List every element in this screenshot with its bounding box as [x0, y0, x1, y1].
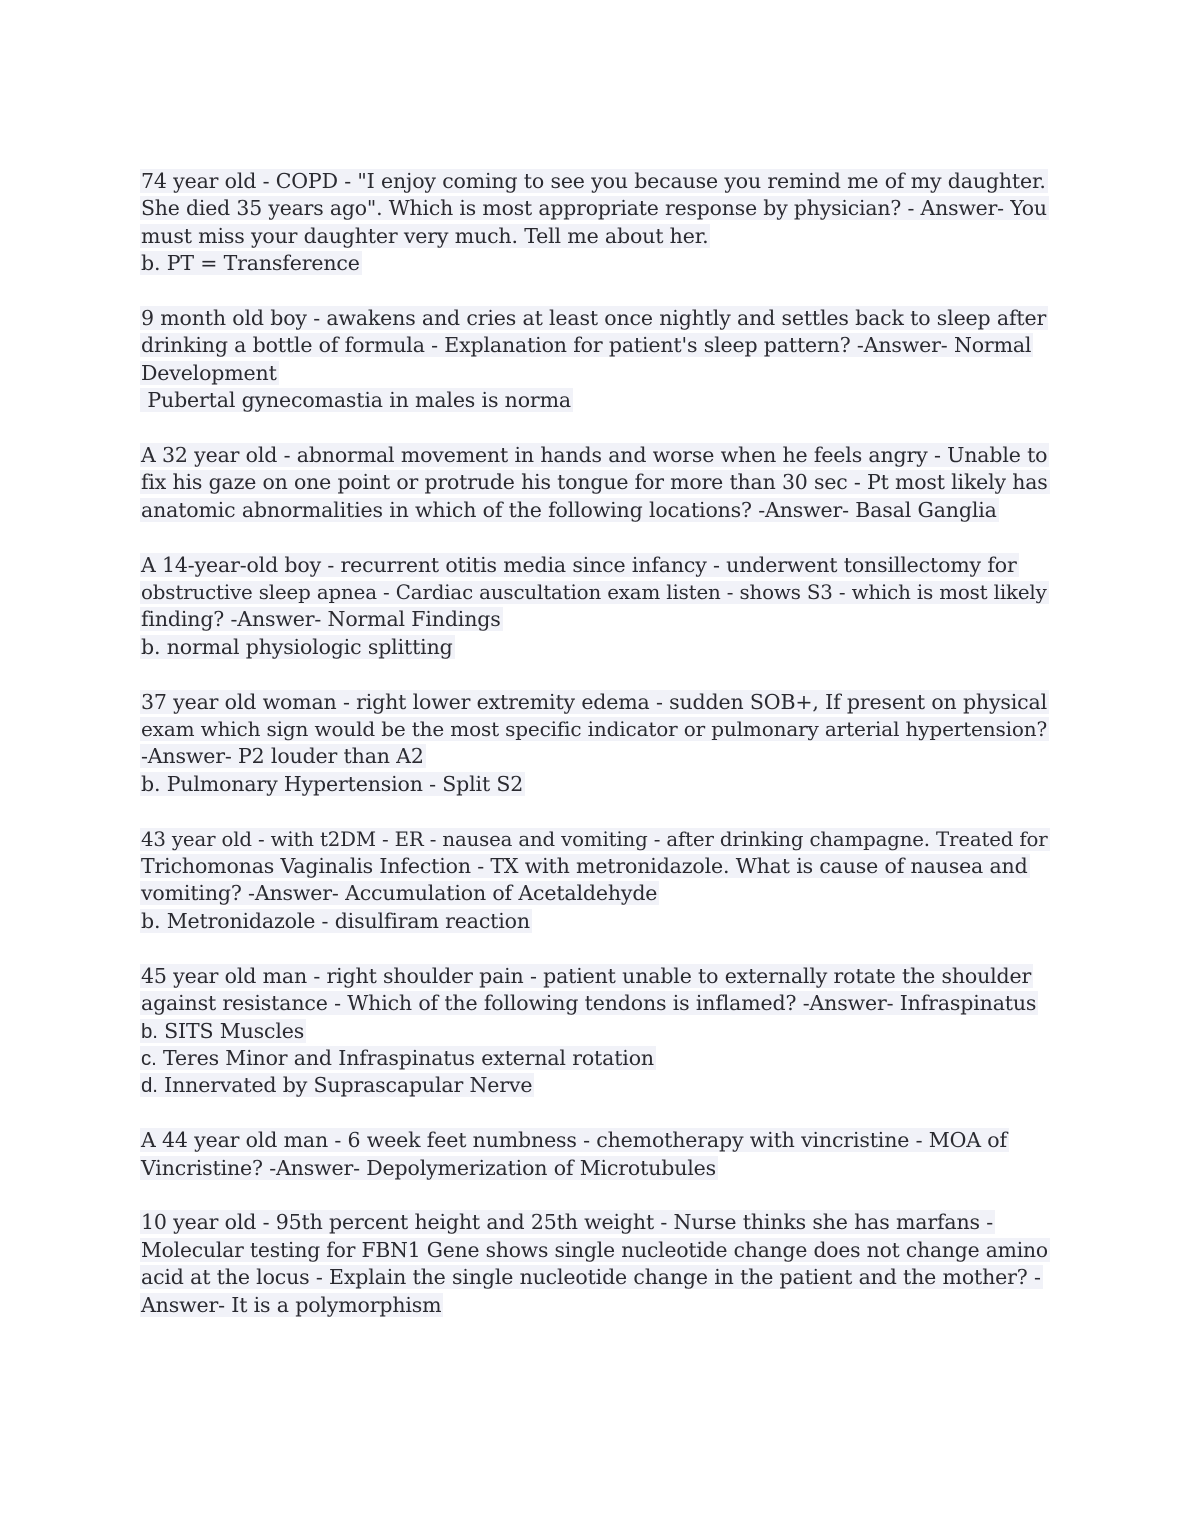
- text-line: [140, 1292, 1050, 1319]
- list-item: [140, 1072, 1050, 1099]
- text-line-content: acid at the locus - Explain the single nucleotide change in the patient and the mother? -: [141, 1265, 1041, 1290]
- text-line: [140, 223, 1050, 250]
- list-item-content: [140, 1019, 306, 1043]
- text-line: [140, 990, 1050, 1017]
- text-line: [140, 387, 1050, 414]
- text-line: [140, 963, 1050, 990]
- text-line-content: Trichomonas Vaginalis Infection - TX with metronidazole. What is cause of nausea and: [141, 854, 1028, 879]
- text-line: [140, 195, 1050, 222]
- text-line-content: obstructive sleep apnea - Cardiac auscultation exam listen - shows S3 - which is most likely: [141, 581, 1047, 605]
- list-marker: c.: [141, 1046, 157, 1070]
- text-line-content: b. Metronidazole - disulfiram reaction: [141, 908, 530, 933]
- text-line: [140, 497, 1050, 524]
- list-item-text: Teres Minor and Infraspinatus external rotation: [156, 1045, 654, 1070]
- text-line: [140, 332, 1050, 359]
- qa-block-infraspinatus: [140, 963, 1050, 1100]
- text-line: [140, 689, 1050, 716]
- text-line: [140, 880, 1050, 907]
- text-line-content: -Answer- P2 louder than A2: [141, 744, 424, 769]
- text-line: [140, 168, 1050, 195]
- text-line: [140, 1155, 1050, 1182]
- text-line: [140, 853, 1050, 880]
- text-line: [140, 1127, 1050, 1154]
- list-item: [140, 1018, 1050, 1045]
- text-line-content: drinking a bottle of formula - Explanation for patient's sleep pattern? -Answer- Normal: [141, 333, 1032, 358]
- text-line: [140, 1264, 1050, 1291]
- text-line-content: Vincristine? -Answer- Depolymerization of Microtubules: [141, 1155, 717, 1180]
- qa-block-cardiac-auscultation: [140, 552, 1050, 662]
- text-line: [140, 442, 1050, 469]
- text-line-content: 37 year old woman - right lower extremity edema - sudden SOB+, If present on physical: [141, 689, 1047, 714]
- qa-block-sleep-pattern: [140, 305, 1050, 415]
- text-line: [140, 908, 1050, 935]
- list-marker: b.: [141, 1019, 158, 1043]
- text-line-content: 43 year old - with t2DM - ER - nausea and vomiting - after drinking champagne. Treated for: [141, 827, 1048, 851]
- text-line-content: A 14-year-old boy - recurrent otitis media since infancy - underwent tonsillectomy for: [141, 552, 1017, 577]
- text-line: [140, 716, 1050, 743]
- qa-block-vincristine: [140, 1127, 1050, 1182]
- text-line-content: Answer- It is a polymorphism: [141, 1292, 442, 1317]
- text-line-content: exam which sign would be the most specific indicator or pulmonary arterial hypertension?: [141, 717, 1048, 742]
- text-line-content: b. PT = Transference: [141, 251, 360, 276]
- text-line: [140, 360, 1050, 387]
- list-item: [140, 1045, 1050, 1072]
- list-item-content: [140, 1073, 534, 1097]
- text-line-content: finding? -Answer- Normal Findings: [141, 607, 501, 632]
- text-line-content: 45 year old man - right shoulder pain - patient unable to externally rotate the shoulder: [141, 963, 1032, 988]
- qa-block-pulmonary-hypertension: [140, 689, 1050, 799]
- text-line: [140, 1237, 1050, 1264]
- qa-block-polymorphism: [140, 1209, 1050, 1319]
- text-line-content: fix his gaze on one point or protrude his tongue for more than 30 sec - Pt most likely has: [141, 470, 1048, 495]
- text-line-content: Molecular testing for FBN1 Gene shows single nucleotide change does not change amino: [141, 1237, 1048, 1262]
- text-line-content: A 44 year old man - 6 week feet numbness - chemotherapy with vincristine - MOA of: [141, 1128, 1007, 1153]
- qa-block-metronidazole: [140, 826, 1050, 936]
- text-line: [140, 826, 1050, 853]
- text-line: [140, 1209, 1050, 1236]
- text-line-content: 74 year old - COPD - "I enjoy coming to see you because you remind me of my daughter.: [141, 169, 1046, 193]
- text-line: [140, 552, 1050, 579]
- qa-block-copd-transference: [140, 168, 1050, 278]
- document-page: [140, 168, 1050, 1346]
- list-item-text: SITS Muscles: [157, 1018, 305, 1043]
- list-item-content: [140, 1046, 656, 1070]
- text-line: [140, 634, 1050, 661]
- text-line-content: She died 35 years ago". Which is most appropriate response by physician? - Answer- You: [141, 196, 1047, 221]
- text-line: [140, 579, 1050, 606]
- text-line-content: anatomic abnormalities in which of the following locations? -Answer- Basal Ganglia: [141, 497, 997, 522]
- text-line-content: A 32 year old - abnormal movement in hands and worse when he feels angry - Unable to: [141, 443, 1048, 468]
- text-line-content: Development: [141, 360, 277, 385]
- text-line: [140, 606, 1050, 633]
- text-line-content: vomiting? -Answer- Accumulation of Acetaldehyde: [141, 881, 658, 906]
- qa-block-basal-ganglia: [140, 442, 1050, 524]
- text-line: [140, 743, 1050, 770]
- text-line-content: 10 year old - 95th percent height and 25th weight - Nurse thinks she has marfans -: [141, 1210, 994, 1235]
- text-line-content: b. normal physiologic splitting: [141, 634, 453, 659]
- text-line-content: must miss your daughter very much. Tell me about her.: [141, 223, 709, 248]
- text-line-content: Pubertal gynecomastia in males is norma: [141, 388, 571, 413]
- text-line-content: against resistance - Which of the following tendons is inflamed? -Answer- Infraspinatus: [141, 991, 1037, 1016]
- text-line: [140, 250, 1050, 277]
- text-line-content: 9 month old boy - awakens and cries at least once nightly and settles back to sleep after: [141, 306, 1047, 331]
- list-marker: d.: [141, 1074, 158, 1098]
- list-item-text: Innervated by Suprascapular Nerve: [157, 1073, 533, 1098]
- text-line: [140, 469, 1050, 496]
- text-line: [140, 305, 1050, 332]
- text-line: [140, 771, 1050, 798]
- text-line-content: b. Pulmonary Hypertension - Split S2: [141, 771, 524, 796]
